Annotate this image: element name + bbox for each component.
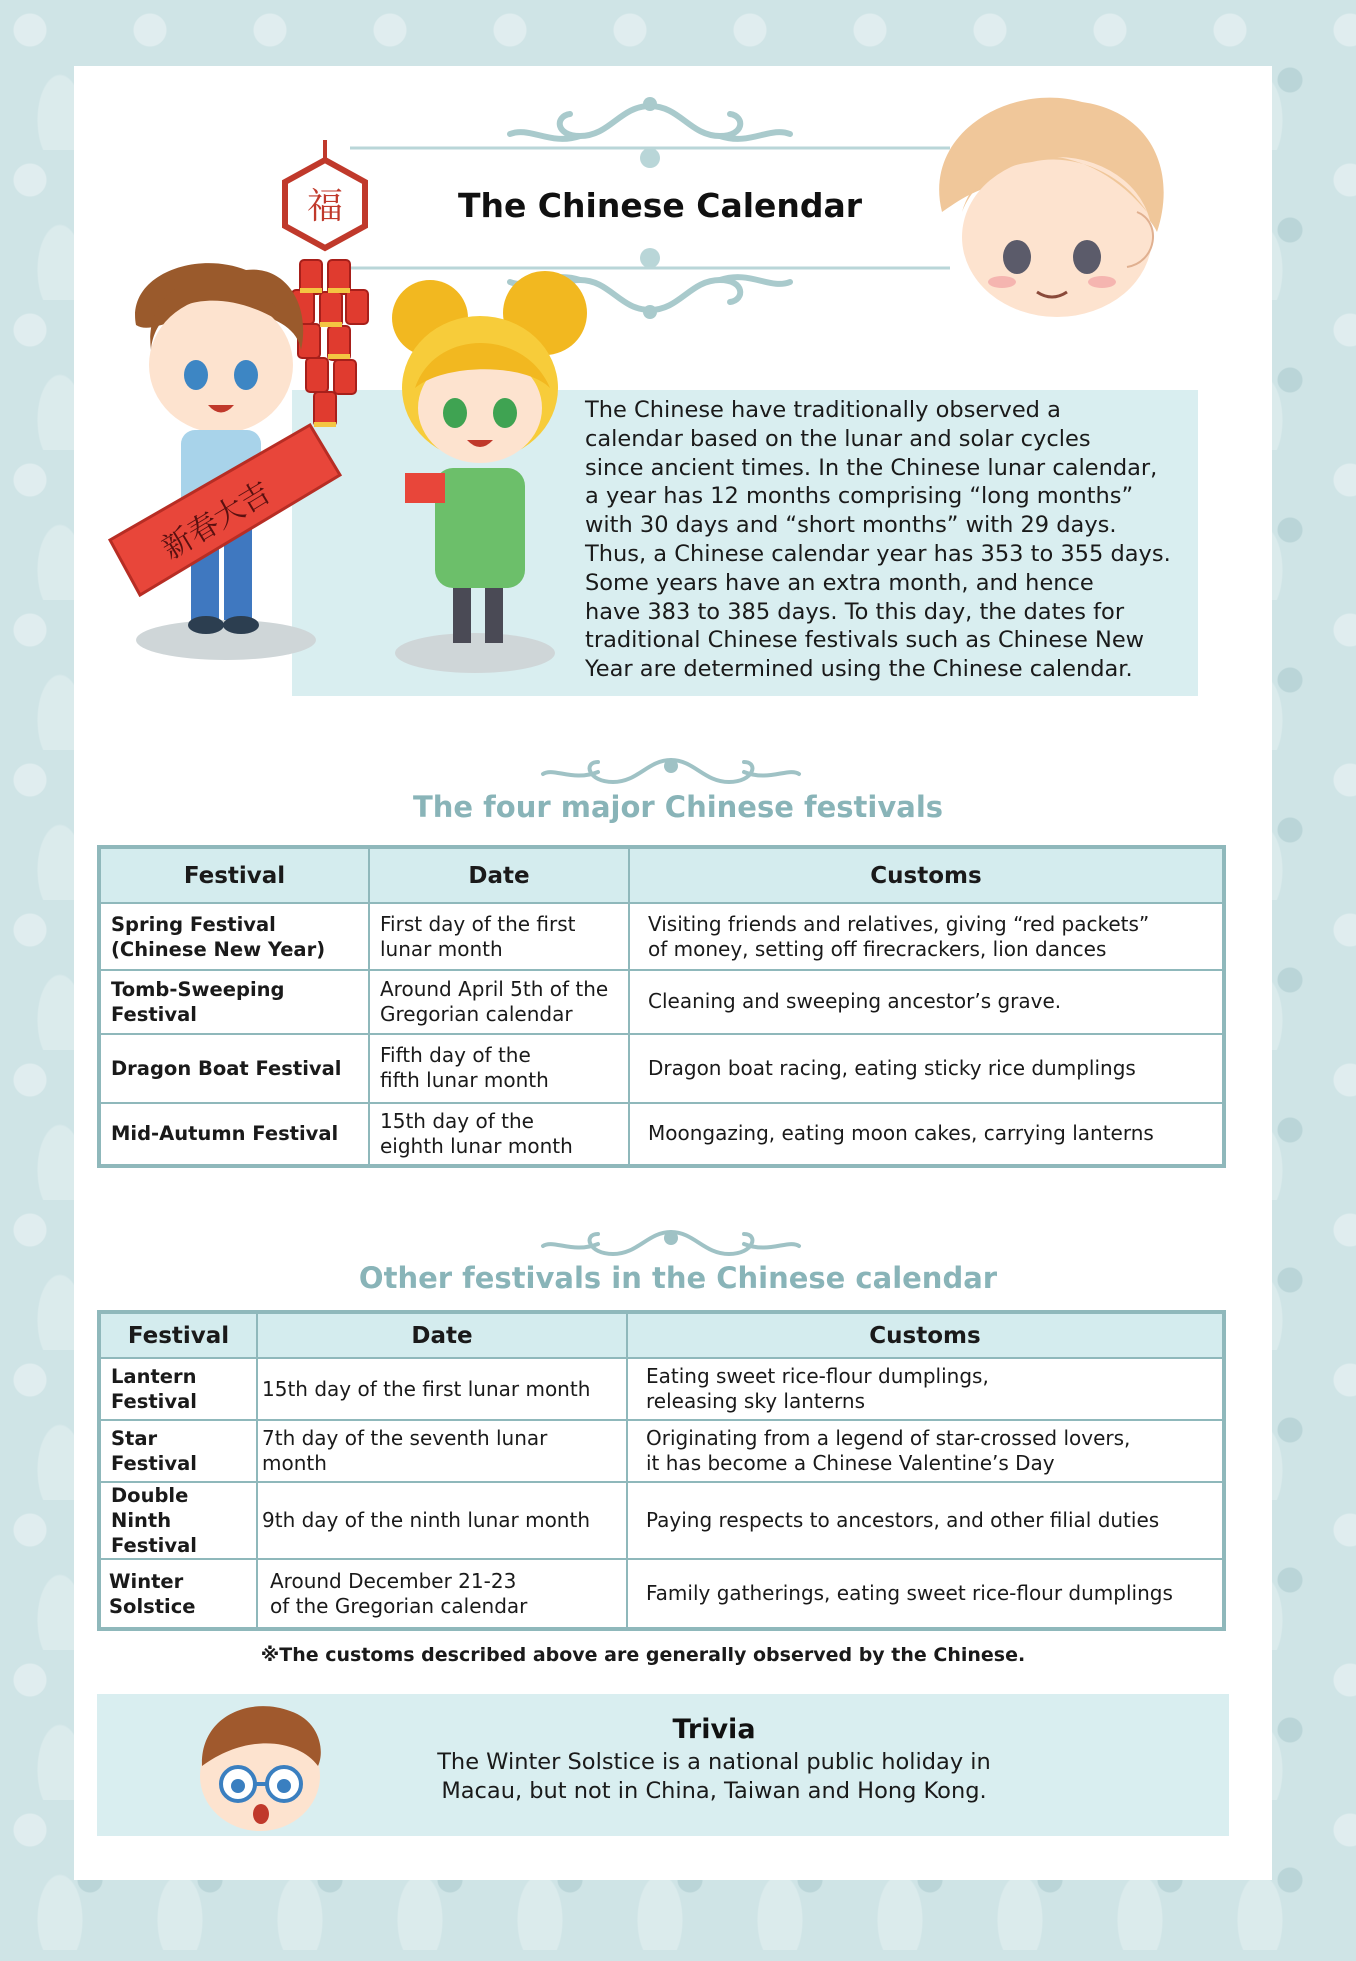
- table-row: [99, 1420, 1224, 1482]
- intro-line: calendar based on the lunar and solar cycles: [585, 425, 1091, 452]
- col-header-customs: Customs: [627, 1312, 1224, 1358]
- intro-line: Thus, a Chinese calendar year has 353 to 355 days.: [585, 540, 1171, 567]
- festival-cell: Tomb-Sweeping Festival: [99, 970, 369, 1034]
- table-row: [99, 970, 1224, 1034]
- date-cell: Fifth day of the fifth lunar month: [369, 1034, 629, 1102]
- page-title: The Chinese Calendar: [457, 186, 863, 225]
- table-row: [99, 1034, 1224, 1102]
- table-row: [99, 903, 1224, 969]
- festival-cell: Lantern Festival: [99, 1358, 257, 1420]
- festival-cell: Spring Festival (Chinese New Year): [99, 903, 369, 969]
- col-header-date: Date: [369, 847, 629, 903]
- customs-cell: Moongazing, eating moon cakes, carrying lanterns: [629, 1103, 1224, 1166]
- intro-line: Year are determined using the Chinese calendar.: [585, 656, 1133, 683]
- col-header-date: Date: [257, 1312, 627, 1358]
- festival-cell: Star Festival: [99, 1420, 257, 1482]
- intro-line: with 30 days and “short months” with 29 days.: [585, 512, 1117, 539]
- intro-line: have 383 to 385 days. To this day, the dates for: [585, 598, 1125, 625]
- customs-cell: Cleaning and sweeping ancestor’s grave.: [629, 970, 1224, 1034]
- date-cell: Around December 21-23 of the Gregorian calendar: [257, 1559, 627, 1629]
- table-row: [99, 1482, 1224, 1559]
- section-ornament-icon: [538, 1224, 804, 1264]
- table-row: [99, 1358, 1224, 1420]
- date-cell: 15th day of the eighth lunar month: [369, 1103, 629, 1166]
- customs-cell: Dragon boat racing, eating sticky rice dumplings: [629, 1034, 1224, 1102]
- date-cell: Around April 5th of the Gregorian calendar: [369, 970, 629, 1034]
- intro-line: traditional Chinese festivals such as Chinese New: [585, 627, 1145, 654]
- intro-line: Some years have an extra month, and hence: [585, 569, 1094, 596]
- other-festivals-title: Other festivals in the Chinese calendar: [358, 1261, 998, 1295]
- fu-character: 福: [306, 186, 344, 227]
- table-row: [99, 1103, 1224, 1166]
- intro-line: The Chinese have traditionally observed a: [585, 397, 1061, 423]
- festival-cell: Dragon Boat Festival: [99, 1034, 369, 1102]
- glasses-boy-character-icon: [190, 1696, 330, 1836]
- trivia-text: [384, 1748, 1044, 1806]
- intro-paragraph: [585, 396, 1195, 684]
- banner-characters: 新春大吉: [156, 475, 277, 567]
- trivia-line: Macau, but not in China, Taiwan and Hong Kong.: [441, 1778, 987, 1804]
- customs-cell: Eating sweet rice-flour dumplings, releasing sky lanterns: [627, 1358, 1224, 1420]
- couplet-banner-icon: [100, 395, 350, 625]
- col-header-festival: Festival: [99, 1312, 257, 1358]
- intro-line: a year has 12 months comprising “long months”: [585, 483, 1134, 510]
- major-festivals-title: The four major Chinese festivals: [412, 790, 944, 824]
- customs-cell: Originating from a legend of star-crossed lovers, it has become a Chinese Valentine’s Day: [627, 1420, 1224, 1482]
- date-cell: First day of the first lunar month: [369, 903, 629, 969]
- trivia-line: The Winter Solstice is a national public holiday in: [437, 1749, 991, 1775]
- table-header-row: [99, 1312, 1224, 1358]
- intro-line: since ancient times. In the Chinese lunar calendar,: [585, 454, 1158, 481]
- festival-cell: Mid-Autumn Festival: [99, 1103, 369, 1166]
- date-cell: 15th day of the first lunar month: [257, 1358, 627, 1420]
- customs-cell: Paying respects to ancestors, and other filial duties: [627, 1482, 1224, 1559]
- trivia-title: Trivia: [672, 1714, 756, 1745]
- customs-cell: Family gatherings, eating sweet rice-flour dumplings: [627, 1559, 1224, 1629]
- festival-cell: Double Ninth Festival: [99, 1482, 257, 1559]
- major-festivals-table: [97, 845, 1226, 1168]
- table-header-row: [99, 847, 1224, 903]
- customs-cell: Visiting friends and relatives, giving “red packets” of money, setting off firecrackers, lion dances: [629, 903, 1224, 969]
- section-ornament-icon: [538, 752, 804, 792]
- col-header-festival: Festival: [99, 847, 369, 903]
- date-cell: 9th day of the ninth lunar month: [257, 1482, 627, 1559]
- table-row: [99, 1559, 1224, 1629]
- date-cell: 7th day of the seventh lunar month: [257, 1420, 627, 1482]
- girl-character-icon: [375, 268, 605, 678]
- col-header-customs: Customs: [629, 847, 1224, 903]
- other-festivals-table: [97, 1310, 1226, 1631]
- title-ornament-top-icon: [350, 96, 950, 176]
- blond-boy-character-icon: [922, 92, 1182, 322]
- customs-footnote: ※The customs described above are generally observed by the Chinese.: [260, 1644, 1026, 1666]
- festival-cell: Winter Solstice: [99, 1559, 257, 1629]
